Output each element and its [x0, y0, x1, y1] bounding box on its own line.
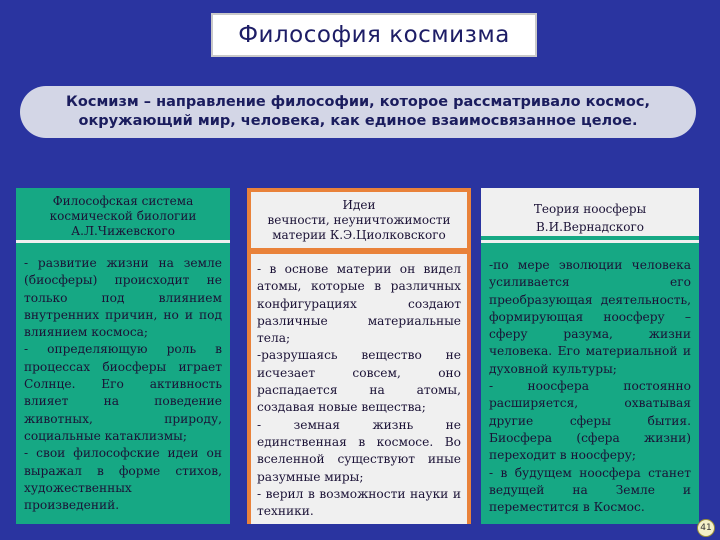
slide-title: Философия космизма — [211, 13, 537, 57]
paragraph: - свои философские идеи он выражал в форме стихов, художественных произведений. — [24, 446, 222, 513]
paragraph: -по мере эволюции человека усиливается его преобразующая деятельность, формирующая ноосферу – сферу разума, жизни человека. Его материальной и духовной культуры; — [489, 258, 691, 376]
paragraph: - в будущем ноосфера станет ведущей на Земле и переместится в Космос. — [489, 465, 691, 515]
column-tsiolkovsky — [247, 188, 471, 524]
paragraph: -разрушаясь вещество не исчезает совсем, оно распадается на атомы, создавая новые вещества; — [257, 348, 461, 415]
column-body — [16, 243, 230, 514]
paragraph: - верил в возможности науки и техники. — [257, 486, 461, 519]
page-number-badge: 41 — [697, 519, 715, 537]
heading-line: материи К.Э.Циолковского — [272, 228, 446, 242]
heading-line: В.И.Вернадского — [535, 220, 644, 234]
heading-line: Философская система — [52, 194, 194, 208]
column-heading — [16, 188, 230, 243]
column-body — [251, 254, 467, 524]
paragraph: - земная жизнь не единственная в космосе. Во вселенной существуют иные разумные миры; — [257, 417, 461, 484]
definition-banner: Космизм – направление философии, которое рассматривало космос, окружающий мир, человека, как единое взаимосвязанное целое. — [20, 86, 696, 138]
column-heading — [251, 192, 467, 248]
column-vernadsky — [481, 188, 699, 524]
paragraph: - ноосфера постоянно расширяется, охватывая другие сферы бытия. Биосфера (сфера жизни) переходит в ноосферу; — [489, 379, 691, 463]
heading-line: Теория ноосферы — [533, 202, 647, 216]
heading-line: вечности, неуничтожимости — [267, 213, 451, 227]
column-heading — [481, 188, 699, 243]
column-body — [481, 243, 699, 516]
heading-line: А.Л.Чижевского — [71, 224, 175, 238]
paragraph: - в основе материи он видел атомы, которые в различных конфигурациях создают различные материальные тела; — [257, 262, 461, 346]
paragraph: - развитие жизни на земле (биосферы) происходит не только под влиянием внутренних причин, но и под влиянием космоса; — [24, 256, 222, 340]
paragraph: - определяющую роль в процессах биосферы играет Солнце. Его активность влияет на поведение животных, природу, социальные катаклизмы; — [24, 342, 222, 443]
heading-line: Идеи — [342, 198, 376, 212]
heading-line: космической биологии — [49, 209, 197, 223]
column-chizhevsky — [16, 188, 230, 524]
